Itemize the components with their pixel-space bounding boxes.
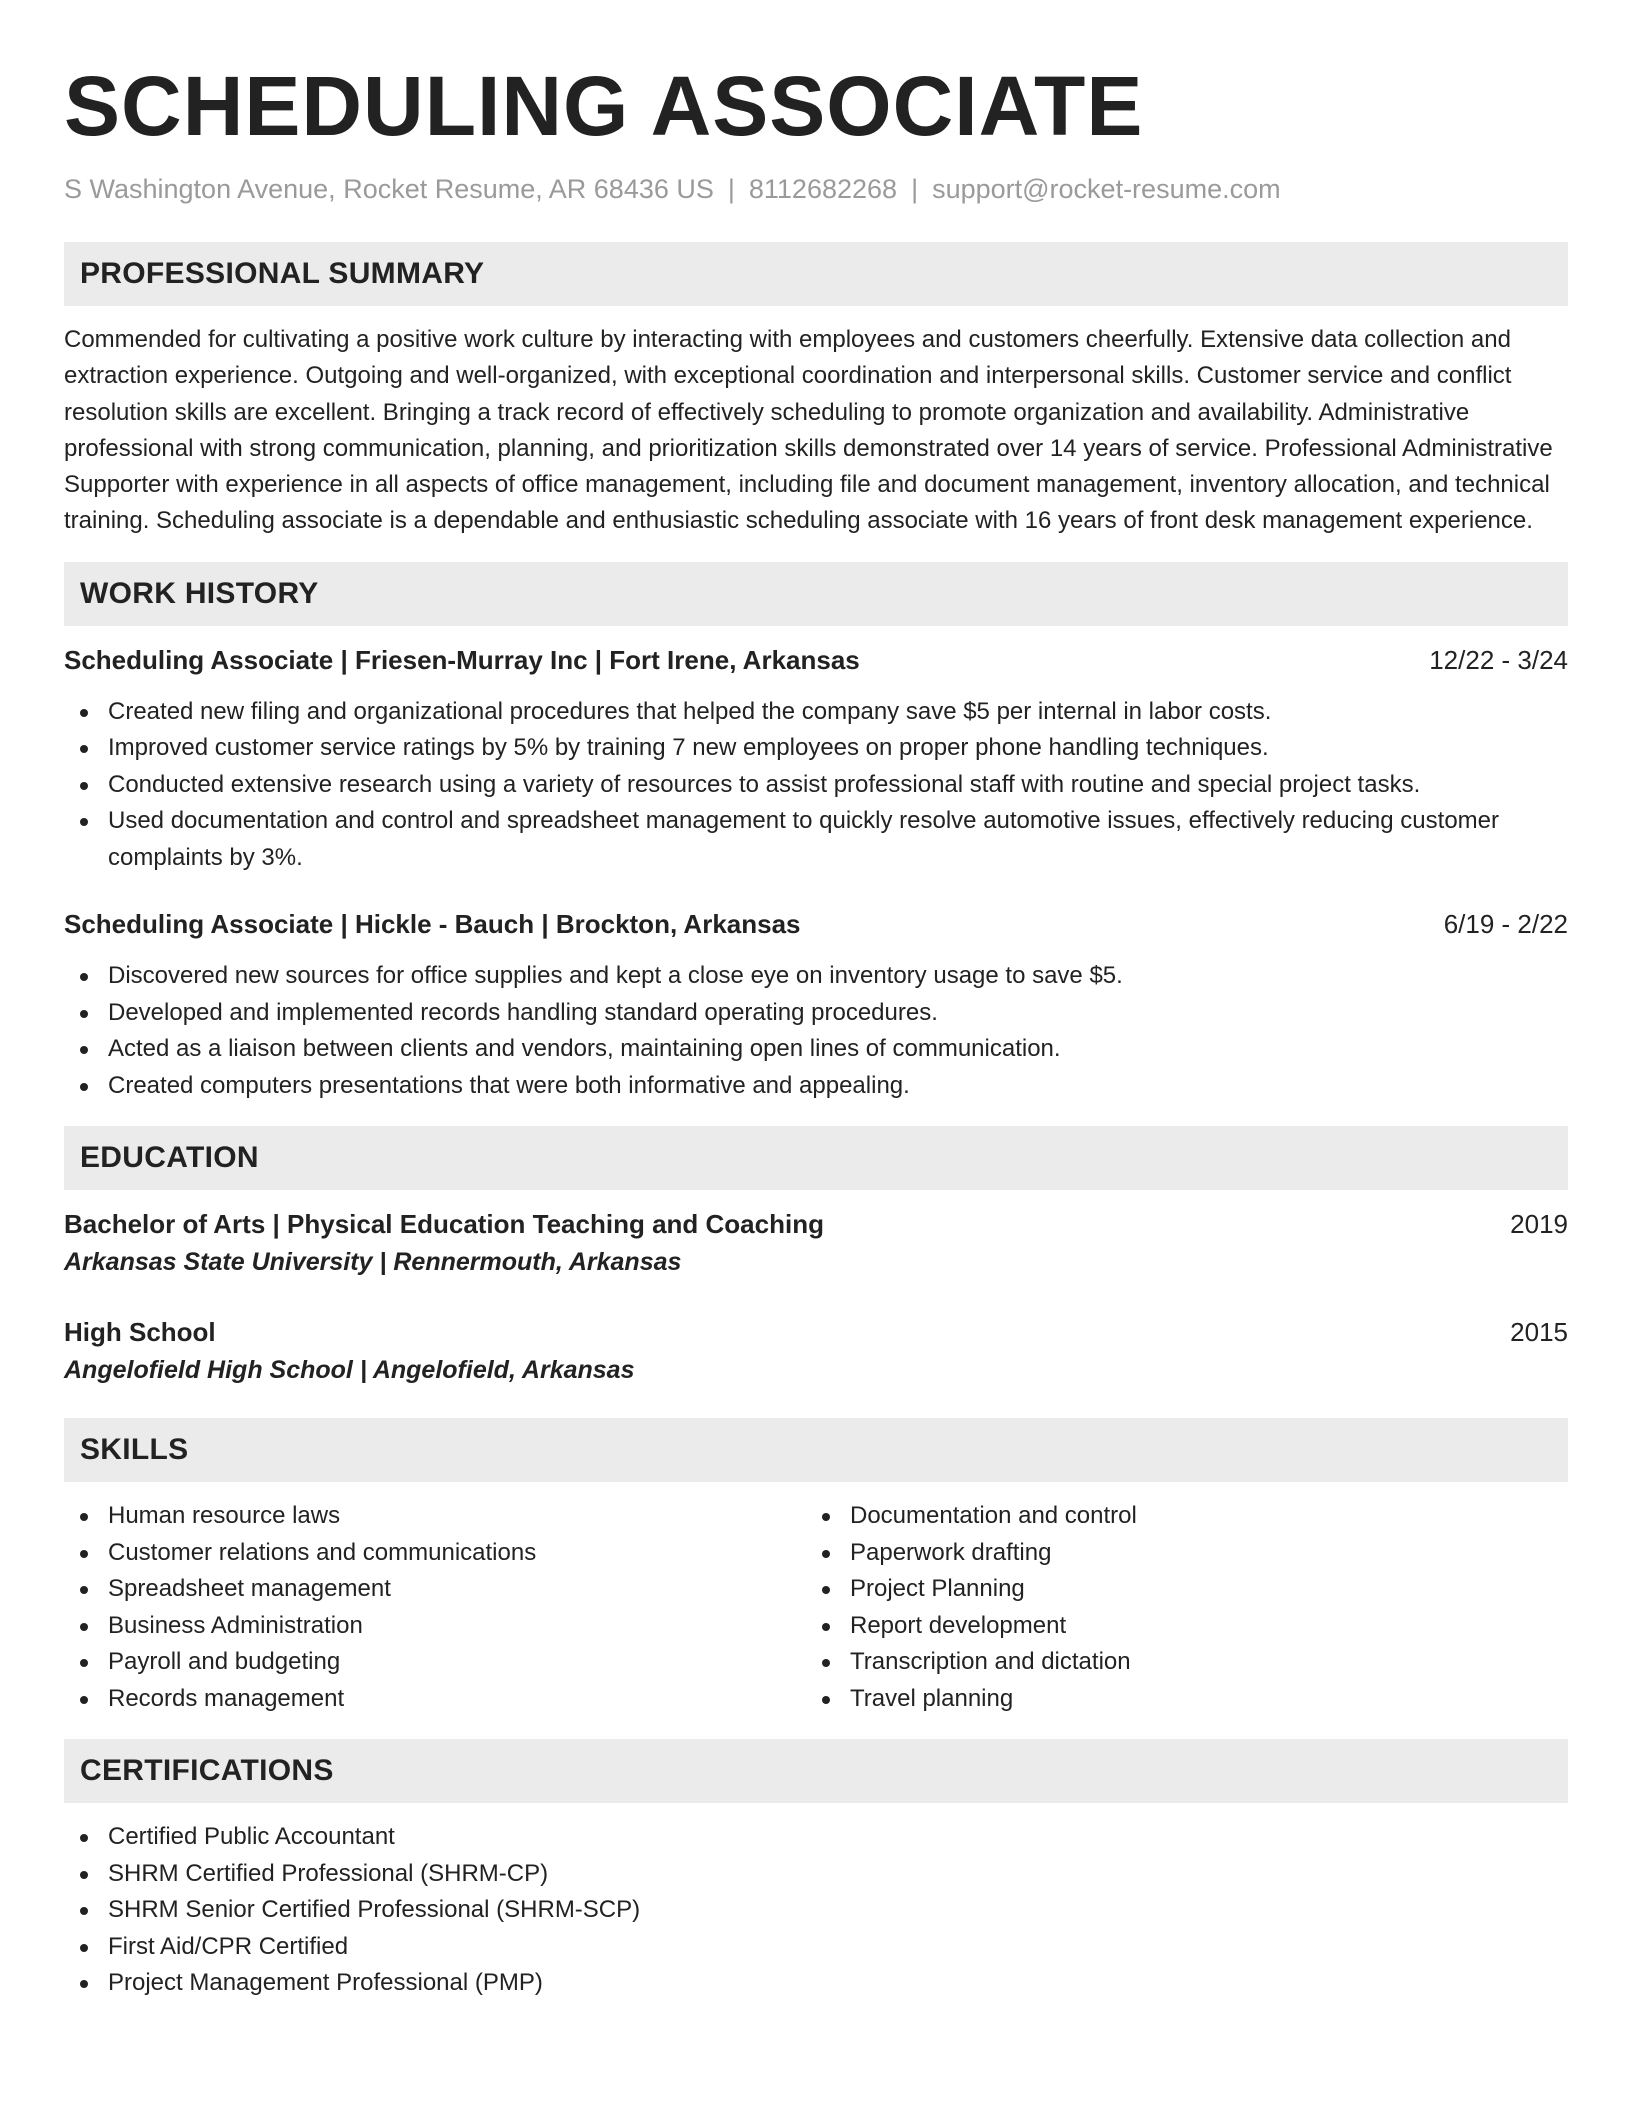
skill-item: Spreadsheet management [64,1571,806,1608]
contact-email: support@rocket-resume.com [932,174,1281,204]
job-bullet: Conducted extensive research using a variety of resources to assist professional staff with routine and special project tasks. [64,767,1568,804]
job-bullet: Discovered new sources for office supplies and kept a close eye on inventory usage to save $5. [64,958,1568,995]
contact-address: S Washington Avenue, Rocket Resume, AR 68436 US [64,174,714,204]
certification-item: First Aid/CPR Certified [64,1929,1568,1966]
education-year: 2015 [1510,1317,1568,1348]
skill-item: Payroll and budgeting [64,1644,806,1681]
job-entry [64,906,1568,1104]
skill-item: Customer relations and communications [64,1535,806,1572]
job-bullet: Created computers presentations that were both informative and appealing. [64,1068,1568,1105]
skill-item: Travel planning [806,1681,1548,1718]
education-degree: High School [64,1317,216,1348]
job-bullet: Used documentation and control and spreadsheet management to quickly resolve automotive issues, effectively reducing customer complaints by 3%. [64,803,1568,876]
job-bullet: Improved customer service ratings by 5% by training 7 new employees on proper phone handling techniques. [64,730,1568,767]
education-degree: Bachelor of Arts | Physical Education Teaching and Coaching [64,1209,824,1240]
job-header [64,642,1568,678]
education-school: Arkansas State University | Rennermouth, Arkansas [64,1248,682,1277]
contact-phone: 8112682268 [748,174,898,204]
job-bullet: Acted as a liaison between clients and vendors, maintaining open lines of communication. [64,1031,1568,1068]
skills-column-left [64,1498,806,1717]
education-school: Angelofield High School | Angelofield, Arkansas [64,1356,635,1385]
education-header [64,1206,1568,1242]
skill-item: Report development [806,1608,1548,1645]
skill-item: Records management [64,1681,806,1718]
job-dates: 12/22 - 3/24 [1429,644,1568,675]
candidate-name: SCHEDULING ASSOCIATE [64,59,1144,153]
skill-item: Human resource laws [64,1498,806,1535]
skills-column-right [806,1498,1548,1717]
skill-item: Paperwork drafting [806,1535,1548,1572]
education-entry [64,1314,1568,1388]
certification-item: SHRM Certified Professional (SHRM-CP) [64,1856,1568,1893]
job-bullet: Developed and implemented records handling standard operating procedures. [64,995,1568,1032]
skill-item: Project Planning [806,1571,1548,1608]
section-header-work-history: WORK HISTORY [64,562,1568,626]
skill-item: Documentation and control [806,1498,1548,1535]
job-bullet: Created new filing and organizational procedures that helped the company save $5 per internal in labor costs. [64,694,1568,731]
contact-separator: | [911,174,919,204]
section-header-summary: PROFESSIONAL SUMMARY [64,242,1568,306]
certification-item: Certified Public Accountant [64,1819,1568,1856]
education-header [64,1314,1568,1350]
job-bullets [64,958,1568,1104]
skill-item: Transcription and dictation [806,1644,1548,1681]
skills-grid [64,1498,1568,1717]
education-entry [64,1206,1568,1280]
job-header [64,906,1568,942]
job-entry [64,642,1568,877]
section-header-education: EDUCATION [64,1126,1568,1190]
section-header-skills: SKILLS [64,1418,1568,1482]
skill-item: Business Administration [64,1608,806,1645]
certification-item: SHRM Senior Certified Professional (SHRM-SCP) [64,1892,1568,1929]
job-bullets [64,694,1568,877]
job-dates: 6/19 - 2/22 [1443,909,1568,940]
section-header-certifications: CERTIFICATIONS [64,1739,1568,1803]
certifications-list [64,1819,1568,2002]
certification-item: Project Management Professional (PMP) [64,1965,1568,2002]
summary-text: Commended for cultivating a positive work culture by interacting with employees and customers cheerfully. Extensive data collection and extraction experience. Outgoing and well-organized, with exceptional coordination and interpersonal skills. Customer service and conflict resolution skills are excellent. Bringing a track record of effectively scheduling to promote organization and availability. Administrative professional with strong communication, planning, and prioritization skills demonstrated over 14 years of service. Professional Administrative Supporter with experience in all aspects of office management, including file and document management, inventory allocation, and technical training. Scheduling associate is a dependable and enthusiastic scheduling associate with 16 years of front desk management experience. [64,326,1553,535]
job-title: Scheduling Associate | Hickle - Bauch | Brockton, Arkansas [64,909,801,940]
education-year: 2019 [1510,1209,1568,1240]
contact-separator: | [727,174,735,204]
job-title: Scheduling Associate | Friesen-Murray Inc | Fort Irene, Arkansas [64,644,860,675]
contact-line [64,172,1568,206]
